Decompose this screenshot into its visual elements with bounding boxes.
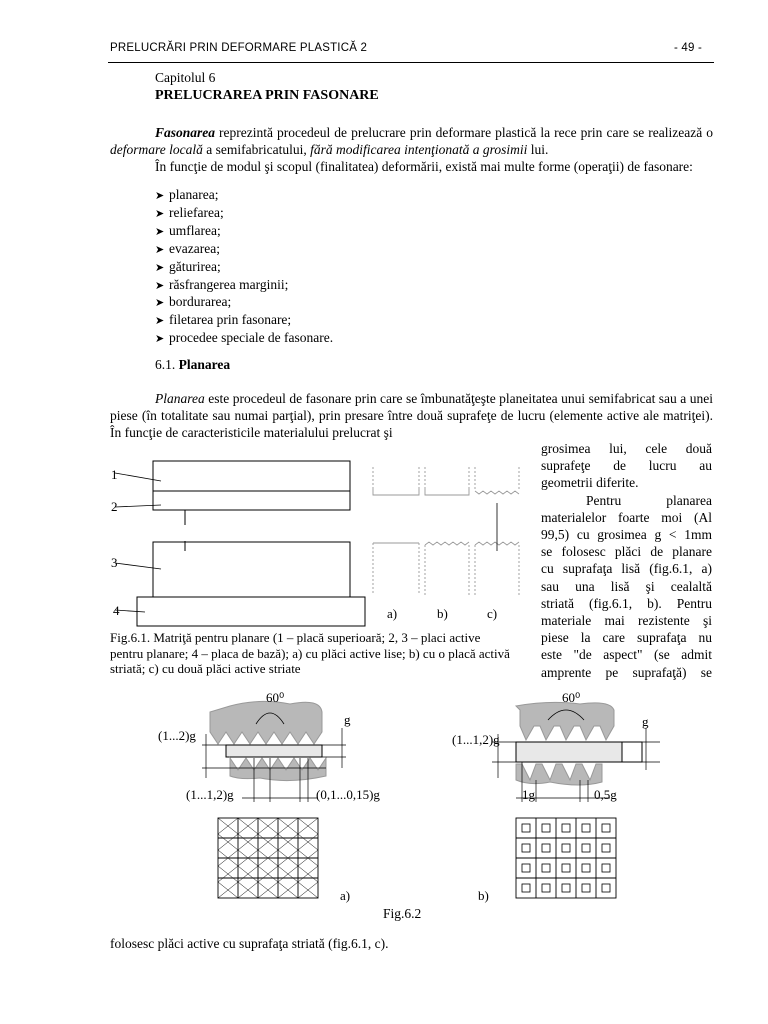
active-plate-top xyxy=(153,491,350,510)
figure-6-2-caption: Fig.6.2 xyxy=(383,906,422,921)
header-rule xyxy=(108,62,714,63)
chapter-title: PRELUCRAREA PRIN FASONARE xyxy=(155,88,379,103)
variant-c: c) xyxy=(487,606,498,621)
operations-list xyxy=(155,187,333,348)
label-2: 2 xyxy=(111,499,118,514)
variant-a: a) xyxy=(387,606,398,621)
running-header-title: PRELUCRĂRI PRIN DEFORMARE PLASTICĂ 2 xyxy=(110,42,368,54)
angle-label: 60⁰ xyxy=(266,690,285,705)
dim-bottom-right: 0,5g xyxy=(594,787,617,802)
list-item: ➤ reliefarea; xyxy=(155,204,224,220)
label-a: a) xyxy=(340,888,351,903)
figure-6-2b xyxy=(450,688,690,910)
figure-6-1 xyxy=(105,455,525,630)
active-plate-bottom xyxy=(153,542,350,597)
label-b: b) xyxy=(478,888,489,903)
variant-b: b) xyxy=(437,606,448,621)
angle-label: 60⁰ xyxy=(562,690,581,705)
g-label: g xyxy=(642,714,649,729)
term-planarea: Planarea xyxy=(155,391,205,406)
dim-bottom-left: (1...1,2)g xyxy=(186,787,234,802)
chapter-label: Capitolul 6 xyxy=(155,70,216,85)
label-4: 4 xyxy=(113,603,120,618)
side-column-text: grosimea lui, cele două suprafeţe de lucru au geometrii diferite. Pentru planarea materialelor foarte moi (Al 99,5) cu grosimea g < 1mm se folosesc plăci de planare cu suprafaţa lisă (fig.6.1, a) sau una lisă şi cealaltă striată (fig.6.1, b). Pentru materiale mai rezistente şi piese la care suprafaţa nu este "de aspect" (se admit amprente pe suprafaţă) se xyxy=(541,441,712,680)
closing-line: folosesc plăci active cu suprafaţa striată (fig.6.1, c). xyxy=(110,936,389,951)
planarea-paragraph: Planarea este procedeul de fasonare prin care se îmbunatăţeşte planeitatea unui semifabricat sau a unei piese (în totalitate sau numai parţial), prin presare între două suprafeţe de lucru (elemente active ale matriţei). În funcţie de caracteristicile materialului prelucrat şi xyxy=(110,391,713,440)
list-item: ➤ evazarea; xyxy=(155,240,220,256)
dim-bottom-right: (0,1...0,15)g xyxy=(316,787,380,802)
figure-6-1-caption: Fig.6.1. Matriţă pentru planare (1 – placă superioară; 2, 3 – placi active pentru planare; 4 – placa de bază); a) cu plăci active lise; b) cu o placă activă striată; c) cu două plăci active striate xyxy=(110,630,510,676)
label-1: 1 xyxy=(111,467,118,482)
list-item: ➤ bordurarea; xyxy=(155,294,232,310)
dim-left: (1...1,2)g xyxy=(452,732,500,747)
list-item: ➤ găturirea; xyxy=(155,258,221,274)
section-heading: 6.1. Planarea xyxy=(155,357,231,372)
label-3: 3 xyxy=(111,555,118,570)
page-number: - 49 - xyxy=(674,42,703,54)
list-item: ➤ planarea; xyxy=(155,187,219,202)
intro-paragraph-2: În funcţie de modul şi scopul (finalitatea) deformării, există mai multe forme (operaţii) de fasonare: xyxy=(155,159,693,174)
base-plate xyxy=(137,597,365,626)
figure-6-2a xyxy=(150,688,400,910)
list-item: ➤ umflarea; xyxy=(155,222,221,238)
g-label: g xyxy=(344,712,351,727)
intro-paragraph: Fasonarea reprezintă procedeul de prelucrare prin deformare plastică la rece prin care se realizează o deformare locală a semifabricatului, fără modificarea intenţionată a grosimii lui. xyxy=(110,125,713,157)
dim-bottom-left: 1g xyxy=(522,787,535,802)
term-fasonarea: Fasonarea xyxy=(155,125,216,140)
list-item: ➤ procedee speciale de fasonare. xyxy=(155,330,334,346)
list-item: ➤ filetarea prin fasonare; xyxy=(155,312,292,328)
list-item: ➤ răsfrangerea marginii; xyxy=(155,276,289,292)
dim-left: (1...2)g xyxy=(158,728,196,743)
upper-plate xyxy=(153,461,350,491)
